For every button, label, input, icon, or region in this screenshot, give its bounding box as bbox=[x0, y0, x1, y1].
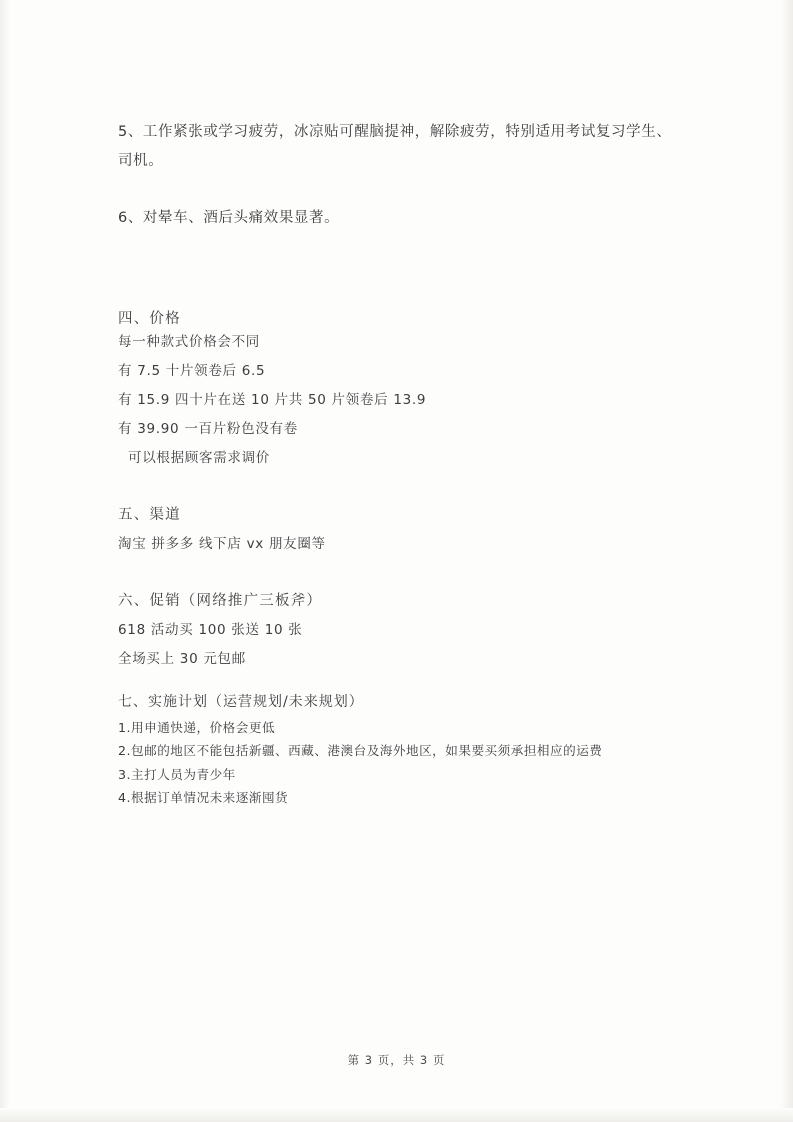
page-edge-shadow-bottom bbox=[0, 1108, 793, 1122]
price-line-1: 每一种款式价格会不同 bbox=[118, 334, 260, 350]
spacer bbox=[118, 473, 678, 503]
spacer bbox=[118, 559, 678, 589]
section-heading: 五、渠道 bbox=[118, 507, 181, 524]
promotion-line-1: 618 活动买 100 张送 10 张 bbox=[118, 622, 303, 639]
price-line-5: 可以根据顾客需求调价 bbox=[128, 450, 270, 467]
spacer bbox=[118, 233, 678, 307]
page-footer bbox=[0, 1052, 793, 1068]
plan-item-2: 2.包邮的地区不能包括新疆、西藏、港澳台及海外地区，如果要买须承担相应的运费 bbox=[118, 743, 603, 759]
section-promotion bbox=[118, 589, 678, 674]
section-channel bbox=[118, 503, 678, 559]
page-edge-shadow-right bbox=[781, 0, 793, 1122]
price-line-2: 有 7.5 十片领卷后 6.5 bbox=[118, 363, 266, 380]
plan-item-1: 1.用申通快递，价格会更低 bbox=[118, 720, 276, 736]
channel-line-1: 淘宝 拼多多 线下店 vx 朋友圈等 bbox=[118, 536, 326, 553]
paragraph-item-6: 6、对晕车、酒后头痛效果显著。 bbox=[118, 210, 340, 226]
plan-item-3: 3.主打人员为青少年 bbox=[118, 766, 236, 782]
section-heading: 六、促销（网络推广三板斧） bbox=[118, 593, 323, 610]
plan-item-4: 4.根据订单情况未来逐渐囤货 bbox=[118, 790, 289, 806]
section-heading: 四、价格 bbox=[118, 311, 181, 327]
page-number-label: 第 3 页，共 3 页 bbox=[347, 1053, 446, 1067]
paragraph-item-5: 5、工作紧张或学习疲劳，冰凉贴可醒脑提神，解除疲劳，特别适用考试复习学生、司机。 bbox=[118, 124, 672, 169]
page-edge-shadow-left bbox=[0, 0, 10, 1122]
section-plan bbox=[118, 688, 678, 809]
section-heading: 七、实施计划（运营规划/未来规划） bbox=[118, 694, 364, 711]
spacer bbox=[118, 674, 678, 688]
price-line-3: 有 15.9 四十片在送 10 片共 50 片领卷后 13.9 bbox=[118, 392, 427, 409]
promotion-line-2: 全场买上 30 元包邮 bbox=[118, 651, 246, 668]
section-price bbox=[118, 307, 678, 473]
price-line-4: 有 39.90 一百片粉色没有卷 bbox=[118, 421, 298, 438]
page-content bbox=[118, 118, 678, 809]
